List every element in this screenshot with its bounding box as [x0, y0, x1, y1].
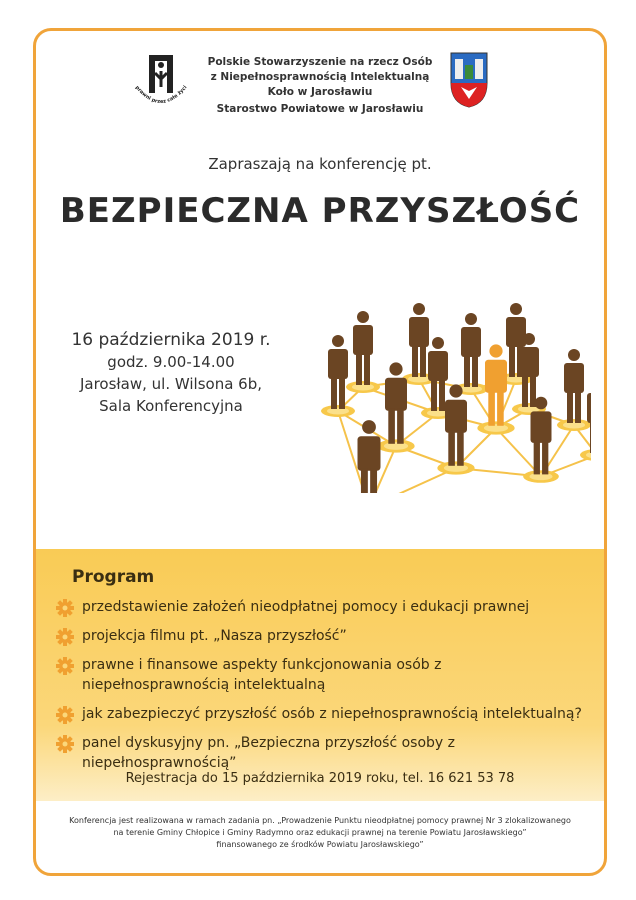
- person-figure: [454, 313, 488, 395]
- gear-icon: [54, 599, 76, 617]
- logo-lettering: prawni przez całe życi: [133, 84, 189, 106]
- program-item-text: panel dyskusyjny pn. „Bezpieczna przyszłość osoby z niepełnosprawnością”: [82, 735, 456, 771]
- gear-icon: [54, 657, 76, 675]
- program-list: [54, 597, 584, 782]
- event-room: Sala Konferencyjna: [99, 397, 243, 415]
- program-item: [54, 597, 584, 617]
- program-item-text: przedstawienie założeń nieodpłatnej pomocy i edukacji prawnej: [82, 599, 530, 615]
- program-section: [36, 549, 604, 801]
- gear-icon: [54, 735, 76, 753]
- gear-icon: [54, 706, 76, 724]
- event-time: godz. 9.00-14.00: [107, 353, 235, 371]
- coat-of-arms: [449, 51, 489, 109]
- org-line: z Niepełnosprawnością Intelektualną: [210, 71, 430, 83]
- people-network-illustration: [281, 263, 591, 493]
- program-item-text: prawne i finansowe aspekty funkcjonowania osób z niepełnosprawnością intelektualną: [82, 657, 442, 693]
- org-line: Polskie Stowarzyszenie na rzecz Osób: [207, 56, 433, 68]
- program-item-text: projekcja filmu pt. „Nasza przyszłość”: [82, 628, 347, 644]
- program-item: [54, 626, 584, 646]
- footer-line: na terenie Gminy Chłopice i Gminy Radymno oraz edukacji prawnej na terenie Powiatu Jarosławskiego”: [113, 828, 527, 837]
- org-line: Starostwo Powiatowe w Jarosławiu: [216, 103, 424, 115]
- footer-line: Konferencja jest realizowana w ramach zadania pn. „Prowadzenie Punktu nieodpłatnej pomocy prawnej Nr 3 zlokalizowanego: [69, 816, 571, 825]
- program-item: [54, 704, 584, 724]
- organizers: [36, 55, 604, 117]
- event-date: 16 października 2019 r.: [71, 330, 271, 350]
- gear-icon: [54, 628, 76, 646]
- program-item-text: jak zabezpieczyć przyszłość osób z niepełnosprawnością intelektualną?: [82, 706, 582, 722]
- poster: [33, 28, 607, 876]
- program-heading: Program: [72, 567, 155, 587]
- conference-title: BEZPIECZNA PRZYSZŁOŚĆ: [59, 191, 581, 231]
- person-figure: [349, 420, 388, 493]
- program-item: [54, 655, 584, 695]
- person-figure: [557, 349, 591, 431]
- funding-note: [36, 815, 604, 851]
- event-address: Jarosław, ul. Wilsona 6b,: [79, 375, 263, 393]
- footer-line: finansowanego ze środków Powiatu Jarosławskiego”: [216, 840, 424, 849]
- program-item: [54, 733, 584, 773]
- invitation-text: Zapraszają na konferencję pt.: [208, 155, 432, 173]
- event-details: [56, 329, 286, 417]
- registration-info: Rejestracja do 15 października 2019 roku, tel. 16 621 53 78: [125, 771, 515, 786]
- person-figure: [346, 311, 380, 393]
- person-figure: [321, 335, 355, 417]
- org-line: Koło w Jarosławiu: [267, 86, 373, 98]
